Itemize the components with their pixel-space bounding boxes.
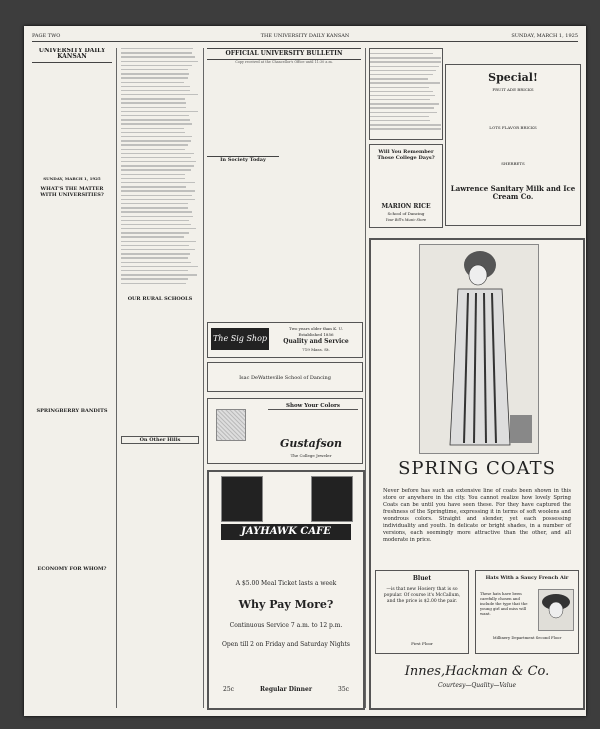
spring-coats-title: SPRING COATS — [398, 458, 556, 479]
hats-title: Hats With a Saucy French Air — [485, 575, 569, 581]
lots-flavor-bricks: LOTS FLAVOR BRICKS — [489, 125, 537, 130]
bulletin-title: OFFICIAL UNIVERSITY BULLETIN — [207, 48, 361, 60]
body-text-lines — [121, 48, 199, 288]
millinery-dept: Millinery Department Second Floor — [492, 635, 562, 640]
jayhawk-logo: JAYHAWK CAFE — [221, 524, 351, 540]
pennant-image — [216, 409, 246, 441]
jayhawk-cafe-ad — [207, 470, 365, 710]
sig-line-4: 719 Mass. St. — [302, 347, 330, 352]
sig-line-3: Quality and Service — [283, 338, 349, 345]
newspaper-page — [24, 26, 586, 716]
regular-dinner: Regular Dinner — [260, 686, 312, 693]
special-title: Special! — [488, 71, 538, 84]
sherbets: SHERBETS — [501, 161, 525, 166]
column-articles — [121, 48, 199, 708]
jayhawk-bird-left — [221, 476, 263, 522]
hats-text: These hats have been carefully chosen and include the type that the young girl and miss will want. — [480, 591, 528, 616]
music-store: Your Bill's Music Store — [385, 218, 427, 222]
price-35c: 35c — [338, 686, 349, 693]
notices-box — [369, 48, 443, 140]
bluet-text: —is that new Hosiery that is so popular. Of course it's McCallum, and the price is $2.00 the pair. — [383, 587, 461, 604]
column-editorial — [32, 48, 112, 708]
ice-cream-company: Lawrence Sanitary Milk and Ice Cream Co. — [450, 184, 576, 201]
gustafson-logo: Gustafson — [279, 437, 343, 450]
society-title: In Society Today — [207, 156, 279, 163]
jayhawk-bird-right — [311, 476, 353, 522]
editorial-date: SUNDAY, MARCH 1, 1925 — [43, 176, 101, 181]
body-text-lines — [370, 53, 442, 135]
rural-schools-heading: OUR RURAL SCHOOLS — [127, 296, 193, 302]
colors-title: Show Your Colors — [268, 403, 358, 410]
special-ad — [445, 64, 581, 226]
editorial-heading-3: ECONOMY FOR WHOM? — [37, 566, 107, 572]
sig-shop-logo: The Sig Shop — [211, 328, 269, 350]
marion-rice: MARION RICE — [381, 203, 431, 210]
service-hours: Continuous Service 7 a.m. to 12 p.m. — [229, 622, 343, 629]
college-days-ad — [369, 144, 443, 228]
hats-ad — [475, 570, 579, 654]
college-days-title: Will You Remember Those College Days? — [377, 149, 435, 161]
page-number: PAGE TWO — [32, 33, 61, 39]
page-header — [32, 32, 578, 42]
spring-coats-ad — [369, 238, 585, 710]
bulletin-society-area — [207, 48, 361, 316]
innes-tagline: Courtesy—Quality—Value — [437, 682, 517, 689]
sig-line-2: Established 1856 — [298, 332, 334, 337]
dancing-text: Isac DeWatteville School of Dancing — [239, 375, 331, 381]
innes-hackman-logo: Innes,Hackman & Co. — [404, 664, 550, 679]
editorial-heading-2: SPRINGBERRY BANDITS — [36, 408, 108, 414]
open-late: Open till 2 on Friday and Saturday Nights — [221, 641, 351, 648]
other-hills-heading: On Other Hills — [121, 436, 199, 444]
bluet-title: Bluet — [412, 575, 432, 582]
dancing-school: School of Dancing — [387, 211, 425, 216]
fruit-ade-bricks: FRUIT ADE BRICKS — [492, 87, 534, 92]
dancing-ad — [207, 362, 363, 392]
gustafson-ad — [207, 398, 363, 464]
editorial-heading-1: WHAT'S THE MATTER WITH UNIVERSITIES? — [40, 186, 104, 198]
gustafson-sub: The College Jeweler — [290, 453, 332, 458]
sig-line-1: Two years older than K. U. — [289, 326, 343, 331]
meal-ticket: A $5.00 Meal Ticket lasts a week — [235, 580, 337, 587]
paper-title: THE UNIVERSITY DAILY KANSAN — [260, 33, 350, 39]
bluet-ad — [375, 570, 469, 654]
hat-illustration — [538, 589, 574, 631]
bluet-floor: First Floor — [411, 641, 433, 646]
issue-date: SUNDAY, MARCH 1, 1925 — [511, 33, 578, 39]
price-25c: 25c — [223, 686, 234, 693]
why-pay-more: Why Pay More? — [238, 598, 334, 611]
coats-description: Never before has such an extensive line of coats been shown in this store or anywhere in the city. You cannot realize how lovely Spring Coats can be until you have seen these. For they have captured the freshness of the Springtime, expressing it in terms of soft woolens and wondrous colors. Straight and slender, yet each possessing individuality and youth. In delicate or bright shades, in a number of versions, each seemingly more attractive than the other, and all moderate in price. — [383, 488, 571, 543]
masthead: UNIVERSITY DAILY KANSAN — [32, 48, 112, 63]
sig-shop-ad — [207, 322, 363, 358]
staff-box — [32, 60, 112, 120]
woman-in-coat-illustration — [419, 244, 539, 454]
bulletin-subtitle: Copy received at the Chancellor's Office until 11:30 a.m. — [235, 60, 333, 64]
